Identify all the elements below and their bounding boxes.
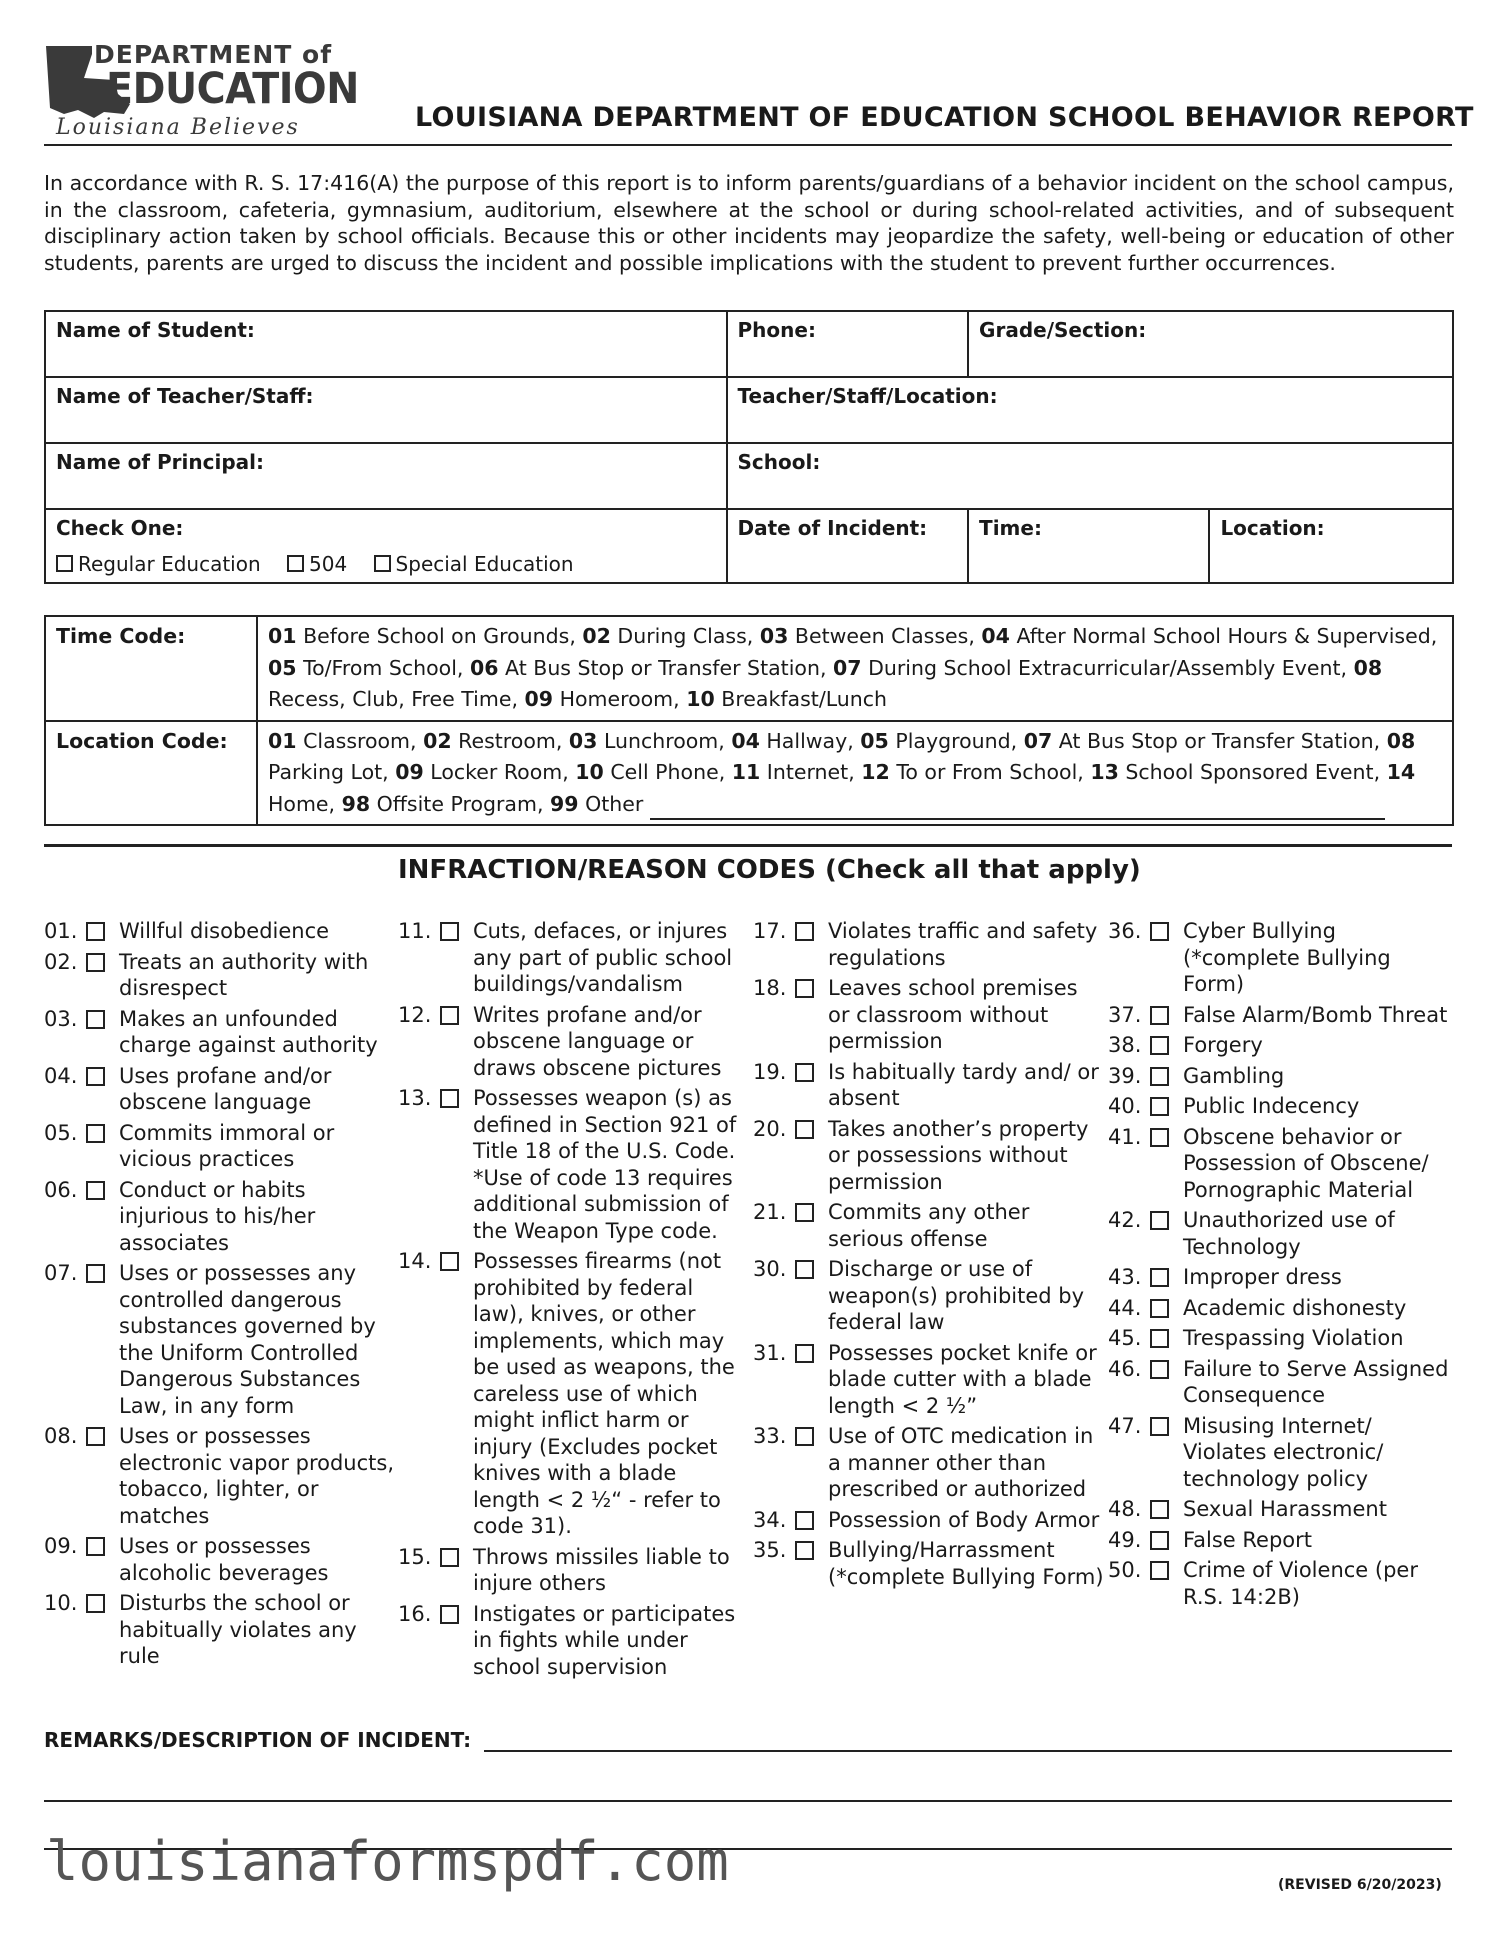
infraction-checkbox[interactable]	[86, 1181, 105, 1200]
infraction-item-34[interactable]	[753, 1507, 1105, 1534]
location-code-number: 01	[268, 728, 297, 753]
time-code-text: During School Extracurricular/Assembly Event	[868, 655, 1341, 680]
infraction-code-number: 09.	[44, 1534, 78, 1558]
infraction-description: Failure to Serve Assigned Consequence	[1183, 1356, 1449, 1407]
infraction-code-number: 44.	[1108, 1295, 1142, 1320]
infraction-checkbox[interactable]	[795, 1344, 814, 1363]
infraction-description: Treats an authority with disrespect	[119, 949, 369, 1000]
remarks-line-1[interactable]	[484, 1750, 1452, 1752]
infraction-code-number: 39.	[1108, 1063, 1142, 1088]
infraction-description: Disturbs the school or habitually violates any rule	[119, 1591, 357, 1668]
time-code-text: To/From School	[303, 655, 457, 680]
infraction-description: False Alarm/Bomb Threat	[1183, 1002, 1448, 1027]
infraction-checkbox[interactable]	[86, 922, 105, 941]
infraction-checkbox[interactable]	[440, 1548, 459, 1567]
location-code-text: Lunchroom	[603, 728, 719, 753]
infraction-item-18[interactable]	[753, 975, 1105, 1055]
principal-name-field[interactable]	[45, 443, 727, 509]
infraction-description: Uses or possesses any controlled dangerous substances governed by the Uniform Controlled Dangerous Substances Law, in any form	[119, 1261, 376, 1418]
location-code-13	[1090, 760, 1373, 784]
infraction-description: Misusing Internet/ Violates electronic/ technology policy	[1183, 1413, 1384, 1491]
infraction-checkbox[interactable]	[86, 953, 105, 972]
codes-table	[44, 615, 1454, 826]
time-code-09	[525, 687, 674, 711]
infraction-code-number: 16.	[398, 1601, 432, 1626]
location-code-98	[342, 792, 537, 816]
infraction-item-50[interactable]	[1108, 1557, 1458, 1610]
location-code-number: 99	[550, 791, 579, 816]
time-code-text: Before School on Grounds	[303, 624, 570, 648]
infraction-code-number: 06.	[44, 1177, 78, 1202]
infraction-code-number: 50.	[1108, 1558, 1142, 1582]
time-code-text: After Normal School Hours & Supervised	[1016, 624, 1431, 648]
infraction-description: Is habitually tardy and/ or absent	[828, 1059, 1099, 1110]
location-code-label: Location Code:	[45, 721, 257, 826]
infraction-code-number: 42.	[1108, 1208, 1142, 1232]
infraction-item-46[interactable]	[1108, 1356, 1458, 1409]
infraction-item-10[interactable]	[44, 1590, 400, 1670]
infraction-code-number: 05.	[44, 1120, 78, 1145]
infraction-checkbox[interactable]	[1150, 1211, 1169, 1230]
department-logo	[44, 38, 359, 140]
time-code-text: At Bus Stop or Transfer Station	[505, 655, 820, 680]
infraction-item-21[interactable]	[753, 1199, 1105, 1252]
infraction-code-number: 37.	[1108, 1002, 1142, 1027]
student-name-field[interactable]	[45, 311, 727, 377]
infraction-item-39[interactable]	[1108, 1063, 1458, 1090]
time-code-number: 10	[686, 687, 715, 711]
regular-education-option[interactable]	[56, 552, 261, 576]
infraction-code-number: 15.	[398, 1544, 432, 1569]
504-option[interactable]	[287, 552, 347, 576]
remarks-label: REMARKS/DESCRIPTION OF INCIDENT:	[44, 1728, 472, 1752]
infraction-code-number: 11.	[398, 919, 432, 943]
infraction-description: Possesses weapon (s) as defined in Section 921 of Title 18 of the U.S. Code. *Use of code 13 requires additional submission of the Weapon Type code.	[473, 1086, 737, 1243]
teacher-location-field[interactable]	[727, 377, 1453, 443]
infraction-item-38[interactable]	[1108, 1032, 1458, 1059]
location-code-number: 08	[1386, 728, 1416, 753]
infraction-description: Improper dress	[1183, 1265, 1342, 1289]
time-code-number: 01	[268, 624, 297, 648]
infraction-item-13[interactable]	[398, 1085, 744, 1244]
time-code-number: 04	[981, 624, 1010, 648]
student-info-table	[44, 310, 1454, 584]
infraction-description: False Report	[1183, 1527, 1313, 1552]
infraction-item-06[interactable]	[44, 1177, 400, 1257]
time-code-number: 02	[582, 624, 611, 648]
infraction-code-number: 02.	[44, 949, 78, 974]
infraction-code-number: 38.	[1108, 1033, 1142, 1057]
infraction-code-number: 46.	[1108, 1356, 1142, 1381]
location-field[interactable]	[1209, 509, 1453, 583]
infraction-checkbox[interactable]	[1150, 1329, 1169, 1348]
infraction-checkbox[interactable]	[1150, 1036, 1169, 1055]
infraction-description: Academic dishonesty	[1183, 1295, 1407, 1320]
location-code-text: Other	[585, 791, 644, 816]
infraction-checkbox[interactable]	[795, 1260, 814, 1279]
teacher-location-label: Teacher/Staff/Location:	[737, 384, 998, 408]
location-code-number: 03	[568, 728, 598, 753]
grade-section-field[interactable]	[968, 311, 1453, 377]
infraction-description: Crime of Violence (per R.S. 14:2B)	[1183, 1558, 1418, 1609]
location-code-07	[1024, 729, 1374, 753]
infraction-code-number: 34.	[753, 1507, 787, 1532]
time-label: Time:	[979, 516, 1042, 540]
infraction-checkbox[interactable]	[795, 1427, 814, 1446]
infraction-checkbox[interactable]	[1150, 1128, 1169, 1147]
504-label: 504	[309, 552, 348, 576]
infraction-item-48[interactable]	[1108, 1496, 1458, 1523]
location-code-99	[550, 792, 643, 816]
infraction-description: Possesses firearms (not prohibited by federal law), knives, or other implements, which may be used as weapons, the careless use of which might inflict harm or injury (Excludes pocket knives with a blade length < 2 ½“ - refer to code 31).	[473, 1249, 735, 1538]
time-code-number: 06	[469, 655, 499, 680]
infraction-description: Sexual Harassment	[1183, 1497, 1387, 1521]
infraction-code-number: 47.	[1108, 1413, 1142, 1438]
infraction-code-number: 21.	[753, 1200, 787, 1224]
infraction-code-number: 04.	[44, 1063, 78, 1088]
infraction-description: Cyber Bullying (*complete Bullying Form)	[1183, 919, 1391, 996]
infraction-checkbox[interactable]	[1150, 1360, 1169, 1379]
infraction-code-number: 48.	[1108, 1497, 1142, 1521]
infraction-checkbox[interactable]	[86, 1010, 105, 1029]
infraction-item-01[interactable]	[44, 918, 400, 945]
infraction-checkbox[interactable]	[1150, 1299, 1169, 1318]
infraction-description: Takes another’s property or possessions without permission	[828, 1116, 1089, 1194]
check-one-field	[45, 509, 727, 583]
phone-label: Phone:	[737, 318, 816, 342]
infraction-code-number: 35.	[753, 1538, 787, 1562]
infraction-item-47[interactable]	[1108, 1413, 1458, 1493]
infraction-description: Uses or possesses alcoholic beverages	[119, 1534, 329, 1585]
infraction-item-15[interactable]	[398, 1544, 744, 1597]
infraction-description: Willful disobedience	[119, 919, 330, 943]
date-of-incident-label: Date of Incident:	[737, 516, 928, 540]
time-code-number: 09	[524, 687, 554, 711]
location-code-number: 09	[395, 760, 424, 784]
special-education-checkbox[interactable]	[374, 555, 391, 572]
location-code-05	[860, 729, 1010, 753]
infraction-description: Commits any other serious offense	[828, 1200, 1030, 1251]
infraction-code-number: 41.	[1108, 1124, 1142, 1149]
infraction-checkbox[interactable]	[86, 1067, 105, 1086]
teacher-name-field[interactable]	[45, 377, 727, 443]
infraction-checkbox[interactable]	[1150, 1500, 1169, 1519]
time-code-10	[686, 687, 887, 711]
intro-paragraph: In accordance with R. S. 17:416(A) the purpose of this report is to inform parents/guardians of a behavior incident on the school campus, in the classroom, cafeteria, gymnasium, auditorium, elsewhere at the school or during school-related activities, and of subsequent disciplinary action taken by school officials. Because this or other incidents may jeopardize the safety, well-being or education of other students, parents are urged to discuss the incident and possible implications with the student to prevent further occurrences.	[44, 171, 1454, 275]
infraction-description: Possesses pocket knife or blade cutter with a blade length < 2 ½”	[828, 1340, 1097, 1418]
infraction-checkbox[interactable]	[795, 922, 814, 941]
regular-education-checkbox[interactable]	[56, 555, 73, 572]
location-code-12	[861, 760, 1077, 784]
infraction-column-2	[398, 918, 744, 1684]
infraction-item-07[interactable]	[44, 1260, 400, 1419]
student-name-label: Name of Student:	[56, 318, 255, 342]
location-code-number: 98	[341, 791, 371, 816]
time-code-06	[470, 656, 820, 680]
infraction-item-04[interactable]	[44, 1063, 400, 1116]
infraction-item-19[interactable]	[753, 1059, 1105, 1112]
infraction-code-number: 43.	[1108, 1265, 1142, 1289]
time-code-label: Time Code:	[45, 616, 257, 721]
infraction-checkbox[interactable]	[440, 922, 459, 941]
infraction-item-02[interactable]	[44, 949, 400, 1002]
location-code-number: 04	[731, 728, 760, 753]
infraction-code-number: 08.	[44, 1424, 78, 1448]
infraction-item-30[interactable]	[753, 1256, 1105, 1336]
location-code-text: Internet	[766, 760, 849, 784]
infraction-description: Violates traffic and safety regulations	[828, 919, 1098, 970]
infraction-checkbox[interactable]	[440, 1006, 459, 1025]
infraction-code-number: 36.	[1108, 919, 1142, 943]
infraction-description: Trespassing Violation	[1183, 1326, 1404, 1350]
infraction-item-36[interactable]	[1108, 918, 1458, 998]
time-code-01	[268, 624, 569, 648]
infraction-item-33[interactable]	[753, 1423, 1105, 1503]
time-code-04	[981, 624, 1430, 648]
location-code-number: 11	[731, 760, 761, 784]
infraction-checkbox[interactable]	[86, 1427, 105, 1446]
infraction-description: Instigates or participates in fights while under school supervision	[473, 1601, 736, 1679]
section-divider	[44, 844, 1452, 847]
infraction-item-09[interactable]	[44, 1533, 400, 1586]
infraction-checkbox[interactable]	[86, 1264, 105, 1283]
infraction-description: Discharge or use of weapon(s) prohibited by federal law	[828, 1257, 1085, 1334]
location-code-text: At Bus Stop or Transfer Station	[1058, 728, 1374, 753]
infraction-code-number: 45.	[1108, 1326, 1142, 1350]
infraction-description: Public Indecency	[1183, 1094, 1360, 1118]
infraction-code-number: 07.	[44, 1261, 78, 1285]
infraction-checkbox[interactable]	[440, 1252, 459, 1271]
infraction-item-49[interactable]	[1108, 1527, 1458, 1554]
location-code-number: 14	[1386, 760, 1416, 784]
infraction-item-37[interactable]	[1108, 1002, 1458, 1029]
infraction-checkbox[interactable]	[795, 1120, 814, 1139]
infraction-code-number: 20.	[753, 1116, 787, 1141]
location-code-text: Offsite Program	[376, 791, 537, 816]
location-code-text: Home	[268, 791, 329, 816]
infraction-item-44[interactable]	[1108, 1295, 1458, 1322]
location-code-text: Restroom	[458, 728, 556, 753]
infraction-description: Unauthorized use of Technology	[1183, 1208, 1395, 1259]
location-code-03	[569, 729, 718, 753]
infraction-code-number: 40.	[1108, 1094, 1142, 1118]
time-code-05	[268, 656, 457, 680]
infraction-item-12[interactable]	[398, 1002, 744, 1082]
infraction-checkbox[interactable]	[795, 1203, 814, 1222]
location-code-10	[575, 760, 718, 784]
location-code-number: 05	[860, 728, 889, 753]
location-code-09	[395, 760, 562, 784]
infraction-item-17[interactable]	[753, 918, 1105, 971]
special-education-option[interactable]	[374, 552, 574, 576]
infraction-item-43[interactable]	[1108, 1264, 1458, 1291]
infraction-checkbox[interactable]	[440, 1089, 459, 1108]
location-code-text: Hallway	[766, 728, 848, 753]
time-code-text: Breakfast/Lunch	[721, 687, 888, 711]
watermark: louisianaformspdf.com	[46, 1830, 729, 1893]
location-code-02	[423, 729, 556, 753]
location-code-text: Classroom	[303, 728, 411, 753]
infraction-item-16[interactable]	[398, 1601, 744, 1681]
infraction-description: Cuts, defaces, or injures any part of public school buildings/vandalism	[473, 919, 733, 996]
infraction-item-08[interactable]	[44, 1423, 400, 1529]
infraction-item-14[interactable]	[398, 1248, 744, 1540]
principal-name-label: Name of Principal:	[56, 450, 264, 474]
time-code-number: 07	[833, 655, 862, 680]
infraction-column-4	[1108, 918, 1458, 1614]
logo-education-text: EDUCATION	[106, 64, 359, 114]
infraction-checkbox[interactable]	[1150, 1417, 1169, 1436]
infraction-checkbox[interactable]	[440, 1605, 459, 1624]
time-code-number: 05	[268, 655, 297, 680]
infraction-description: Leaves school premises or classroom without permission	[828, 976, 1078, 1053]
infraction-checkbox[interactable]	[1150, 922, 1169, 941]
time-code-text: Homeroom	[559, 687, 674, 711]
header-divider	[44, 144, 1452, 146]
logo-department-text: DEPARTMENT of	[94, 40, 333, 69]
infraction-checkbox[interactable]	[1150, 1531, 1169, 1550]
location-code-text: Playground	[895, 728, 1011, 753]
infraction-checkbox[interactable]	[795, 1511, 814, 1530]
time-code-02	[582, 624, 746, 648]
infraction-item-42[interactable]	[1108, 1207, 1458, 1260]
infraction-description: Uses profane and/or obscene language	[119, 1063, 332, 1114]
regular-education-label: Regular Education	[78, 552, 261, 576]
revision-date: (REVISED 6/20/2023)	[1278, 1877, 1442, 1893]
teacher-name-label: Name of Teacher/Staff:	[56, 384, 314, 408]
location-code-01	[268, 729, 410, 753]
infraction-checkbox[interactable]	[795, 979, 814, 998]
location-label: Location:	[1220, 516, 1325, 540]
check-one-label: Check One:	[56, 516, 184, 540]
grade-section-label: Grade/Section:	[979, 318, 1147, 342]
infraction-code-number: 19.	[753, 1059, 787, 1084]
infraction-code-number: 13.	[398, 1086, 432, 1110]
infraction-code-number: 30.	[753, 1257, 787, 1281]
infraction-checkbox[interactable]	[1150, 1561, 1169, 1580]
infraction-description: Bullying/Harrassment (*complete Bullying Form)	[828, 1538, 1104, 1589]
infraction-description: Makes an unfounded charge against authority	[119, 1006, 378, 1057]
infraction-description: Forgery	[1183, 1033, 1263, 1057]
infraction-description: Gambling	[1183, 1063, 1285, 1088]
infraction-item-41[interactable]	[1108, 1124, 1458, 1204]
infraction-code-number: 01.	[44, 919, 78, 943]
location-code-list: 01 Classroom, 02 Restroom, 03 Lunchroom, 04 Hallway, 05 Playground, 07 At Bus Stop or Transfer Station, 08 Parking Lot, 09 Locker Room, 10 Cell Phone, 11 Internet, 12 To or From School, 13 School Sponsored Event, 14 Home, 98 Offsite Program, 99 Other	[257, 721, 1453, 826]
location-code-text: Cell Phone	[610, 760, 719, 784]
time-code-number: 03	[759, 624, 789, 648]
infraction-item-05[interactable]	[44, 1120, 400, 1173]
location-code-number: 12	[861, 760, 890, 784]
other-location-blank[interactable]	[650, 798, 1385, 820]
special-education-label: Special Education	[395, 552, 574, 576]
infraction-checkbox[interactable]	[86, 1537, 105, 1556]
location-code-text: School Sponsored Event	[1125, 760, 1374, 784]
504-checkbox[interactable]	[287, 555, 304, 572]
date-of-incident-field[interactable]	[727, 509, 969, 583]
infraction-description: Obscene behavior or Possession of Obscene/ Pornographic Material	[1183, 1124, 1429, 1202]
time-code-number: 08	[1353, 655, 1383, 680]
infraction-column-1	[44, 918, 400, 1674]
infraction-description: Commits immoral or vicious practices	[119, 1120, 335, 1171]
infraction-checkbox[interactable]	[795, 1541, 814, 1560]
infraction-description: Conduct or habits injurious to his/her associates	[119, 1177, 316, 1255]
infraction-code-number: 12.	[398, 1002, 432, 1027]
infraction-code-number: 17.	[753, 919, 787, 943]
infraction-checkbox[interactable]	[1150, 1006, 1169, 1025]
school-field[interactable]	[727, 443, 1453, 509]
logo-tagline: Louisiana Believes	[56, 115, 300, 140]
time-code-07	[833, 656, 1341, 680]
infraction-checkbox[interactable]	[1150, 1097, 1169, 1116]
infraction-code-number: 18.	[753, 976, 787, 1000]
school-label: School:	[737, 450, 821, 474]
infraction-description: Uses or possesses electronic vapor products, tobacco, lighter, or matches	[119, 1424, 395, 1528]
infraction-checkbox[interactable]	[795, 1063, 814, 1082]
infraction-item-40[interactable]	[1108, 1093, 1458, 1120]
time-code-text: Between Classes	[794, 624, 969, 648]
infraction-description: Throws missiles liable to injure others	[473, 1544, 730, 1595]
infraction-code-number: 10.	[44, 1591, 78, 1615]
page-title: LOUISIANA DEPARTMENT OF EDUCATION SCHOOL BEHAVIOR REPORT	[415, 102, 1474, 133]
location-code-11	[732, 760, 848, 784]
location-code-text: To or From School	[896, 760, 1078, 784]
time-code-text: During Class	[617, 624, 747, 648]
time-code-text: Recess, Club, Free Time	[268, 687, 512, 711]
infraction-checkbox[interactable]	[1150, 1067, 1169, 1086]
infraction-codes-title: INFRACTION/REASON CODES (Check all that apply)	[398, 855, 1141, 885]
infraction-item-20[interactable]	[753, 1116, 1105, 1196]
location-code-text: Parking Lot	[268, 760, 383, 784]
phone-field[interactable]	[727, 311, 969, 377]
location-code-number: 07	[1023, 728, 1053, 753]
location-code-number: 10	[575, 760, 604, 784]
infraction-code-number: 33.	[753, 1424, 787, 1448]
infraction-item-11[interactable]	[398, 918, 744, 998]
location-code-number: 02	[423, 728, 452, 753]
infraction-checkbox[interactable]	[86, 1124, 105, 1143]
infraction-checkbox[interactable]	[86, 1594, 105, 1613]
infraction-code-number: 49.	[1108, 1527, 1142, 1552]
infraction-column-3	[753, 918, 1105, 1594]
infraction-code-number: 03.	[44, 1006, 78, 1031]
location-code-04	[731, 729, 847, 753]
infraction-item-03[interactable]	[44, 1006, 400, 1059]
infraction-checkbox[interactable]	[1150, 1268, 1169, 1287]
infraction-code-number: 14.	[398, 1249, 432, 1273]
location-code-text: Locker Room	[430, 760, 563, 784]
infraction-description: Use of OTC medication in a manner other than prescribed or authorized	[828, 1424, 1094, 1501]
time-code-list: 01 Before School on Grounds, 02 During Class, 03 Between Classes, 04 After Normal School Hours & Supervised, 05 To/From School, 06 At Bus Stop or Transfer Station, 07 During School Extracurricular/Assembly Event, 08 Recess, Club, Free Time, 09 Homeroom, 10 Breakfast/Lunch	[257, 616, 1453, 721]
infraction-description: Writes profane and/or obscene language or draws obscene pictures	[473, 1002, 722, 1080]
time-code-03	[760, 624, 969, 648]
location-code-number: 13	[1090, 760, 1119, 784]
time-field[interactable]	[968, 509, 1209, 583]
remarks-line-2[interactable]	[44, 1800, 1452, 1802]
infraction-code-number: 31.	[753, 1340, 787, 1365]
infraction-description: Possession of Body Armor	[828, 1507, 1100, 1532]
infraction-item-45[interactable]	[1108, 1325, 1458, 1352]
infraction-item-31[interactable]	[753, 1340, 1105, 1420]
infraction-item-35[interactable]	[753, 1537, 1105, 1590]
